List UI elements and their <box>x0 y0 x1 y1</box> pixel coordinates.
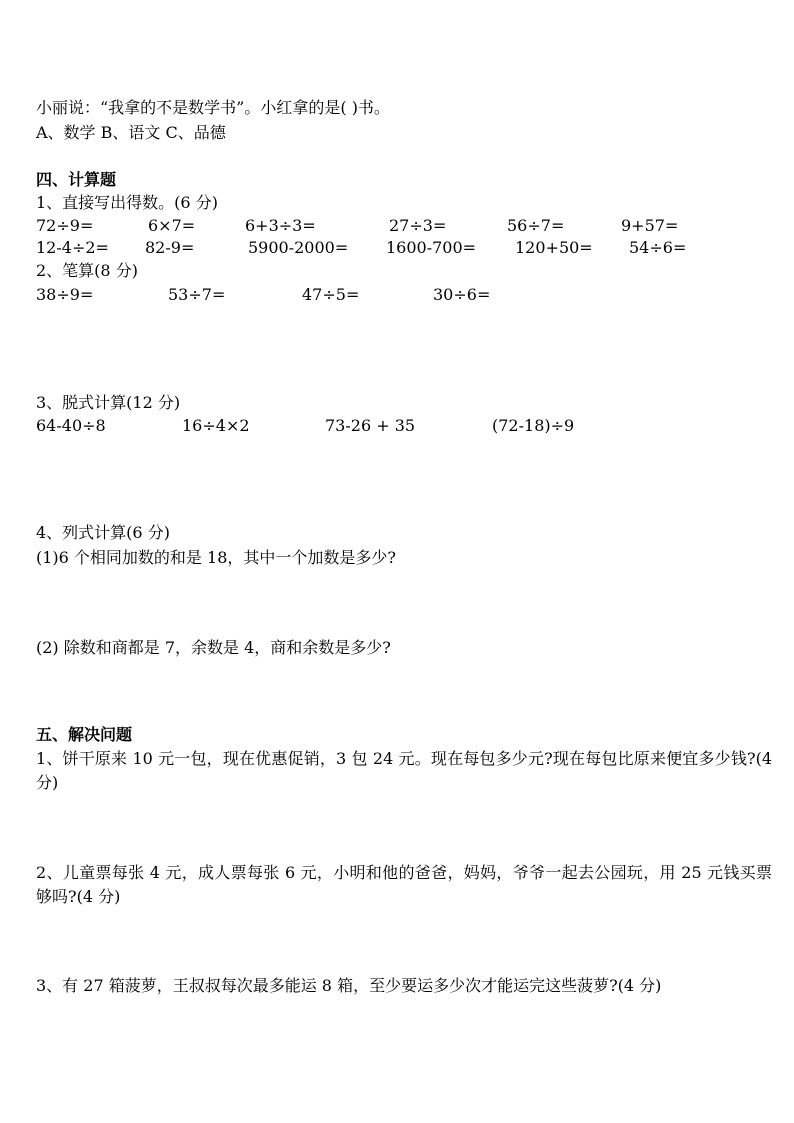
q2-item: 30÷6= <box>433 285 491 304</box>
s5-q2: 2、儿童票每张 4 元，成人票每张 6 元，小明和他的爸爸，妈妈，爷爷一起去公园玩，用 25 元钱买票够吗?(4 分) <box>36 863 772 906</box>
q3-label: 3、脱式计算(12 分) <box>36 393 181 412</box>
q4-part1: (1)6 个相同加数的和是 18，其中一个加数是多少? <box>36 548 396 567</box>
q4-label: 4、列式计算(6 分) <box>36 523 170 542</box>
q1-item: 82-9= <box>145 238 195 257</box>
q3-item: (72-18)÷9 <box>492 416 575 435</box>
q1-item: 9+57= <box>621 216 679 235</box>
q3-item: 64-40÷8 <box>36 416 106 435</box>
q1-item: 5900-2000= <box>248 238 349 257</box>
q3-item: 16÷4×2 <box>182 416 250 435</box>
q3-item: 73-26 + 35 <box>325 416 416 435</box>
q1-item: 27÷3= <box>389 216 447 235</box>
section4-title: 四、计算题 <box>36 170 117 189</box>
s5-q1: 1、饼干原来 10 元一包，现在优惠促销，3 包 24 元。现在每包多少元?现在每包比原来便宜多少钱?(4 分) <box>36 749 772 792</box>
q1-label: 1、直接写出得数。(6 分) <box>36 193 218 212</box>
q1-item: 1600-700= <box>386 238 477 257</box>
q1-item: 12-4÷2= <box>36 238 109 257</box>
s5-q3: 3、有 27 箱菠萝，王叔叔每次最多能运 8 箱，至少要运多少次才能运完这些菠萝?(4 分) <box>36 976 662 995</box>
q4-part2: (2) 除数和商都是 7，余数是 4，商和余数是多少? <box>36 638 391 657</box>
q1-item: 120+50= <box>515 238 593 257</box>
q1-item: 6×7= <box>148 216 196 235</box>
q2-item: 47÷5= <box>302 285 360 304</box>
q1-item: 54÷6= <box>629 238 687 257</box>
top-question-options: A、数学 B、语文 C、品德 <box>36 123 226 142</box>
q2-item: 53÷7= <box>168 285 226 304</box>
top-question-line: 小丽说：“我拿的不是数学书”。小红拿的是( )书。 <box>36 98 390 117</box>
q1-item: 56÷7= <box>507 216 565 235</box>
q1-item: 72÷9= <box>36 216 94 235</box>
q2-item: 38÷9= <box>36 285 94 304</box>
section5-title: 五、解决问题 <box>36 725 133 744</box>
q1-item: 6+3÷3= <box>245 216 316 235</box>
q2-label: 2、笔算(8 分) <box>36 261 138 280</box>
